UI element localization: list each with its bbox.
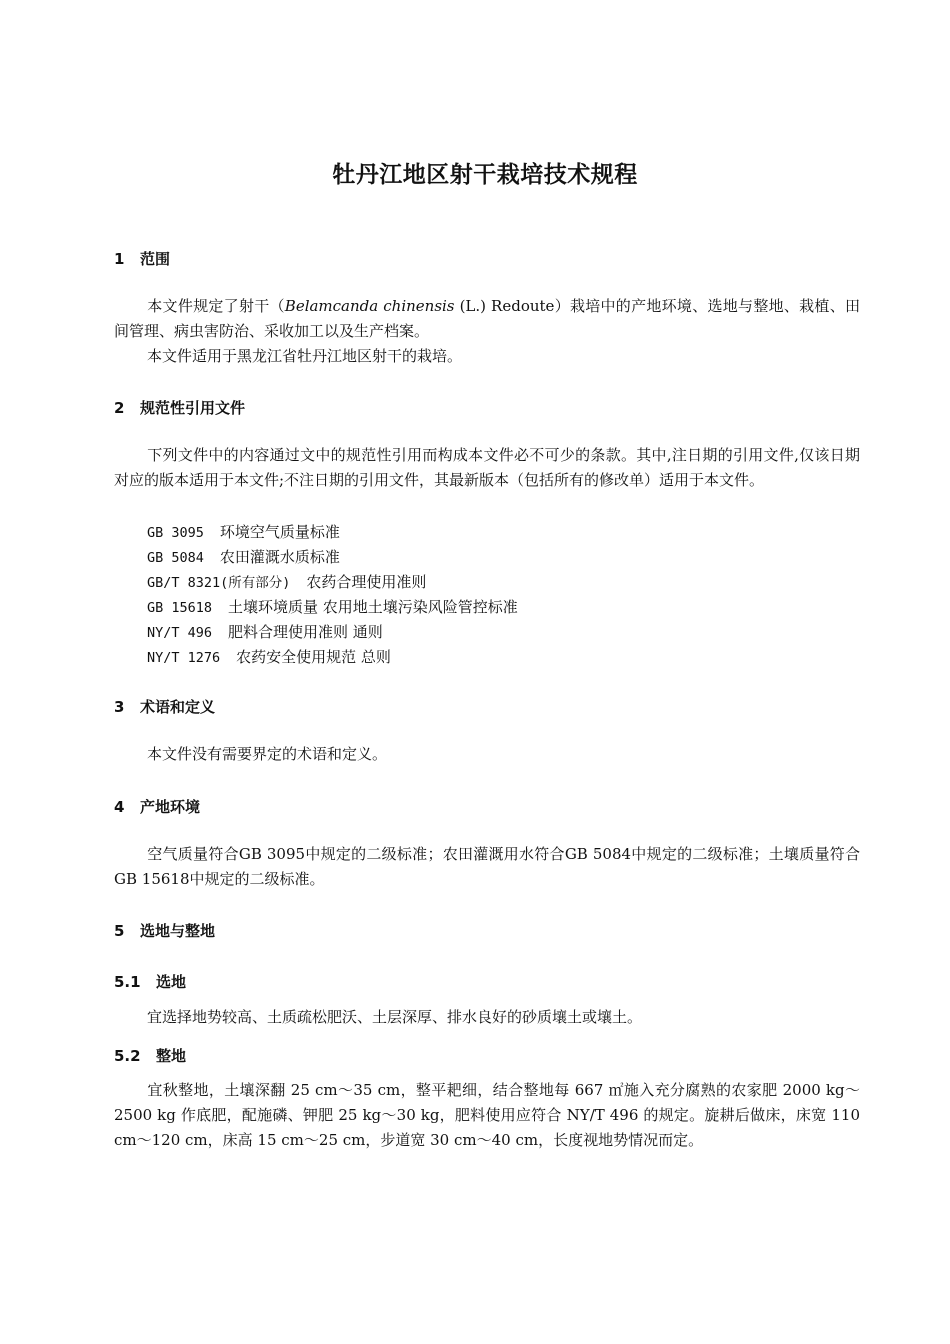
section-3-paragraph: 本文件没有需要界定的术语和定义。 (147, 745, 388, 763)
section-title: 选地 (156, 973, 187, 991)
section-5-heading (114, 920, 215, 941)
section-title: 整地 (156, 1047, 187, 1065)
section-title: 产地环境 (140, 798, 201, 816)
reference-item: GB 15618 土壤环境质量 农用地土壤污染风险管控标准 (147, 598, 518, 616)
section-1-paragraph-1: 本文件规定了射干（Belamcanda chinensis (L.) Redoute）栽培中的产地环境、选地与整地、栽植、田间管理、病虫害防治、采收加工以及生产档案。 (114, 297, 860, 340)
section-number: 2 (114, 399, 125, 417)
latin-name: Belamcanda chinensis (284, 297, 455, 315)
section-2-intro: 下列文件中的内容通过文中的规范性引用而构成本文件必不可少的条款。其中,注日期的引用文件,仅该日期对应的版本适用于本文件;不注日期的引用文件，其最新版本（包括所有的修改单）适用于本文件。 (114, 446, 860, 489)
section-3-heading (114, 696, 215, 717)
section-5-2-paragraph: 宜秋整地，土壤深翻 25 cm～35 cm，整平耙细，结合整地每 667 ㎡施入充分腐熟的农家肥 2000 kg～2500 kg 作底肥，配施磷、钾肥 25 kg～30 kg，肥料使用应符合 NY/T 496 的规定。旋耕后做床，床宽 110 cm～120 cm，床高 15 cm～25 cm，步道宽 30 cm～40 cm，长度视地势情况而定。 (114, 1081, 860, 1149)
section-title: 选地与整地 (140, 922, 216, 940)
section-number: 1 (114, 250, 125, 268)
section-5-1-heading (114, 971, 186, 992)
section-1-paragraph-2: 本文件适用于黑龙江省牡丹江地区射干的栽培。 (147, 347, 463, 365)
section-5-1-paragraph: 宜选择地势较高、土质疏松肥沃、土层深厚、排水良好的砂质壤土或壤土。 (147, 1008, 643, 1026)
section-number: 5.1 (114, 973, 141, 991)
section-1-heading (114, 248, 170, 269)
section-4-paragraph: 空气质量符合GB 3095中规定的二级标准；农田灌溉用水符合GB 5084中规定的二级标准；土壤质量符合GB 15618中规定的二级标准。 (114, 845, 860, 888)
section-title: 范围 (140, 250, 171, 268)
section-number: 4 (114, 798, 125, 816)
section-number: 5.2 (114, 1047, 141, 1065)
reference-item: GB/T 8321(所有部分) 农药合理使用准则 (147, 573, 427, 591)
reference-item: GB 5084 农田灌溉水质标准 (147, 548, 340, 566)
section-number: 5 (114, 922, 125, 940)
section-number: 3 (114, 698, 125, 716)
section-2-heading (114, 397, 245, 418)
section-4-heading (114, 796, 200, 817)
reference-item: NY/T 496 肥料合理使用准则 通则 (147, 623, 383, 641)
section-5-2-heading (114, 1045, 186, 1066)
section-title: 规范性引用文件 (140, 399, 246, 417)
document-title: 牡丹江地区射干栽培技术规程 (332, 162, 638, 188)
reference-item: NY/T 1276 农药安全使用规范 总则 (147, 648, 391, 666)
section-title: 术语和定义 (140, 698, 216, 716)
reference-item: GB 3095 环境空气质量标准 (147, 523, 340, 541)
